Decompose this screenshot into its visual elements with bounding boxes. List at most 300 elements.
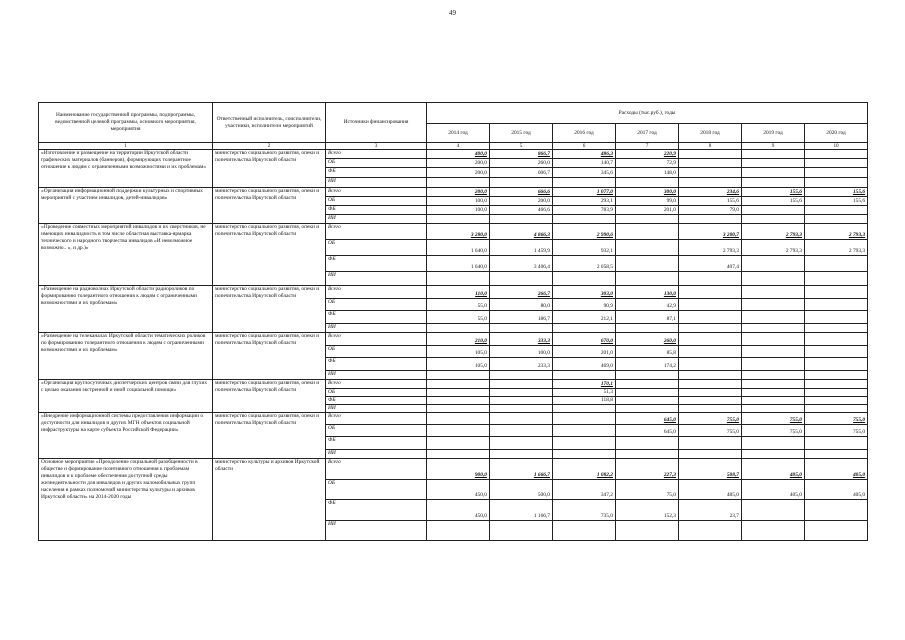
amount-cell xyxy=(490,450,553,459)
amount-cell xyxy=(742,333,805,346)
amount-cell xyxy=(427,389,490,397)
amount-cell: 485,0 xyxy=(679,480,742,500)
amount-cell xyxy=(490,389,553,397)
amount-cell xyxy=(805,437,868,450)
funding-source-cell: ОБ xyxy=(326,480,427,500)
amount-cell: 186,7 xyxy=(490,311,553,324)
amount-cell: 735,0 xyxy=(553,500,616,521)
amount-cell xyxy=(805,299,868,311)
amount-cell xyxy=(805,521,868,541)
header-year: 2016 год xyxy=(553,124,616,143)
amount-cell xyxy=(427,324,490,333)
amount-cell xyxy=(679,150,742,159)
amount-cell xyxy=(616,437,679,450)
funding-source-cell: ФБ xyxy=(326,168,427,178)
amount-cell xyxy=(742,358,805,371)
funding-source-cell: ФБ xyxy=(326,206,427,215)
amount-cell xyxy=(805,450,868,459)
amount-cell: 23,7 xyxy=(679,500,742,521)
amount-cell xyxy=(616,272,679,286)
amount-cell xyxy=(427,521,490,541)
funding-source-cell: ОБ xyxy=(326,389,427,397)
amount-cell: 100,0 xyxy=(427,206,490,215)
amount-cell xyxy=(742,389,805,397)
amount-cell xyxy=(427,272,490,286)
funding-source-cell: Всего xyxy=(326,333,427,346)
amount-cell: 1 640,0 xyxy=(427,240,490,256)
amount-cell xyxy=(742,215,805,224)
executor-cell: министерство социального развития, опеки и попечительства Иркутской области xyxy=(213,333,326,380)
amount-cell xyxy=(427,178,490,188)
table-row xyxy=(39,188,868,197)
amount-cell xyxy=(490,272,553,286)
amount-cell: 407,4 xyxy=(679,256,742,272)
amount-cell: 79,0 xyxy=(679,206,742,215)
funding-source-cell: Всего xyxy=(326,286,427,299)
amount-cell xyxy=(490,324,553,333)
amount-cell: 303,0 xyxy=(553,286,616,299)
executor-cell: министерство социального развития, опеки и попечительства Иркутской области xyxy=(213,380,326,413)
amount-cell: 4 866,3 xyxy=(490,224,553,240)
amount-cell xyxy=(490,215,553,224)
header-year: 2020 год xyxy=(805,124,868,143)
amount-cell: 645,0 xyxy=(616,413,679,425)
amount-cell: 783,9 xyxy=(553,206,616,215)
amount-cell xyxy=(490,413,553,425)
amount-cell xyxy=(805,215,868,224)
header-year: 2015 год xyxy=(490,124,553,143)
amount-cell: 174,2 xyxy=(616,358,679,371)
amount-cell: 1 077,0 xyxy=(553,188,616,197)
amount-cell: 155,6 xyxy=(742,197,805,206)
amount-cell xyxy=(805,168,868,178)
amount-cell xyxy=(805,159,868,168)
header-year: 2019 год xyxy=(742,124,805,143)
amount-cell xyxy=(742,150,805,159)
amount-cell xyxy=(490,405,553,413)
funding-source-cell: Всего xyxy=(326,380,427,389)
amount-cell: 755,0 xyxy=(805,413,868,425)
funding-source-cell: Всего xyxy=(326,188,427,197)
amount-cell: 200,0 xyxy=(427,159,490,168)
amount-cell xyxy=(679,311,742,324)
program-name-cell: «Размещение на радиоволнах Иркутской области радиороликов по формированию толерантного отношения к людям с ограниченными возможностями и их проблемам» xyxy=(39,286,213,333)
amount-cell xyxy=(679,371,742,380)
header-year: 2017 год xyxy=(616,124,679,143)
program-name-cell: Основное мероприятие «Преодоление социальной разобщенности в обществе и формирование позитивного отношения к проблемам инвалидов и к проблеме обеспечения доступной среды жизнедеятельности для инвалидов и других маломобильных групп населения в рамках полномочий министерства культуры и архивов Иркутской области» на 2014-2020 годы xyxy=(39,459,213,541)
amount-cell xyxy=(427,397,490,405)
amount-cell: 233,3 xyxy=(490,358,553,371)
amount-cell: 200,0 xyxy=(427,168,490,178)
program-name-cell: «Проведение совместных мероприятий инвалидов и их сверстников, не имеющих инвалидность в том числе областная выставка-ярмарка технического и народного творчества инвалидов «И невозможное возможно.. », и др.)» xyxy=(39,224,213,286)
amount-cell xyxy=(742,371,805,380)
amount-cell: 100,0 xyxy=(427,197,490,206)
header-year: 2018 год xyxy=(679,124,742,143)
funding-source-cell: ИИ xyxy=(326,521,427,541)
amount-cell xyxy=(805,206,868,215)
amount-cell xyxy=(427,405,490,413)
amount-cell xyxy=(616,450,679,459)
table-row xyxy=(39,459,868,480)
amount-cell: 405,0 xyxy=(805,480,868,500)
funding-source-cell: Всего xyxy=(326,459,427,480)
amount-cell xyxy=(553,437,616,450)
amount-cell: 755,0 xyxy=(679,425,742,437)
column-number: 3 xyxy=(326,143,427,150)
amount-cell: 201,0 xyxy=(553,346,616,358)
executor-cell: министерство культуры и архивов Иркутской области xyxy=(213,459,326,541)
funding-source-cell: ИИ xyxy=(326,215,427,224)
column-number: 4 xyxy=(427,143,490,150)
program-name-cell: «Изготовление и размещение на территории Иркутской области графических материалов (баннеров), формирующих толерантное отношение к людям с ограниченными возможностями и их проблемам» xyxy=(39,150,213,188)
header-expenses: Расходы (тыс.руб.), годы xyxy=(427,103,868,124)
amount-cell: 932,1 xyxy=(553,240,616,256)
amount-cell xyxy=(742,500,805,521)
executor-cell: министерство социального развития, опеки и попечительства Иркутской области xyxy=(213,286,326,333)
amount-cell xyxy=(679,380,742,389)
amount-cell xyxy=(742,178,805,188)
amount-cell xyxy=(427,380,490,389)
header-program: Наименование государственной программы, подпрограммы, ведомственной целевой программы, основного мероприятия, мероприятия xyxy=(39,103,213,143)
amount-cell: 1 166,7 xyxy=(490,500,553,521)
amount-cell: 55,0 xyxy=(427,311,490,324)
amount-cell xyxy=(805,150,868,159)
column-number: 10 xyxy=(805,143,868,150)
amount-cell: 155,6 xyxy=(742,188,805,197)
amount-cell: 670,0 xyxy=(553,333,616,346)
amount-cell: 155,6 xyxy=(805,188,868,197)
amount-cell: 100,0 xyxy=(490,346,553,358)
amount-cell xyxy=(679,389,742,397)
amount-cell xyxy=(679,178,742,188)
amount-cell: 405,0 xyxy=(805,459,868,480)
funding-source-cell: ФБ xyxy=(326,500,427,521)
amount-cell xyxy=(805,272,868,286)
amount-cell: 1 459,9 xyxy=(490,240,553,256)
amount-cell: 227,3 xyxy=(616,459,679,480)
amount-cell xyxy=(553,413,616,425)
amount-cell: 450,0 xyxy=(427,500,490,521)
amount-cell xyxy=(490,425,553,437)
amount-cell xyxy=(679,405,742,413)
amount-cell: 2 793,3 xyxy=(742,224,805,240)
amount-cell: 55,0 xyxy=(427,299,490,311)
amount-cell xyxy=(742,324,805,333)
funding-source-cell: ОБ xyxy=(326,299,427,311)
amount-cell xyxy=(805,380,868,389)
amount-cell: 85,8 xyxy=(616,346,679,358)
amount-cell xyxy=(679,437,742,450)
amount-cell: 755,0 xyxy=(742,425,805,437)
amount-cell xyxy=(553,215,616,224)
table-row xyxy=(39,224,868,240)
amount-cell xyxy=(742,206,805,215)
amount-cell xyxy=(616,215,679,224)
amount-cell: 469,0 xyxy=(553,358,616,371)
amount-cell: 755,0 xyxy=(805,425,868,437)
amount-cell: 2 793,3 xyxy=(805,224,868,240)
amount-cell xyxy=(553,178,616,188)
program-name-cell: «Размещение на телеканалах Иркутской области тематических роликов по формированию толерантного отношения к людям с ограниченными возможностями и их проблемам» xyxy=(39,333,213,380)
amount-cell: 210,0 xyxy=(427,333,490,346)
amount-cell xyxy=(490,437,553,450)
amount-cell: 405,0 xyxy=(742,459,805,480)
amount-cell xyxy=(616,256,679,272)
amount-cell xyxy=(679,450,742,459)
amount-cell xyxy=(679,346,742,358)
amount-cell: 755,0 xyxy=(742,413,805,425)
amount-cell xyxy=(616,178,679,188)
funding-source-cell: Всего xyxy=(326,150,427,159)
amount-cell: 105,0 xyxy=(427,358,490,371)
amount-cell: 105,0 xyxy=(427,346,490,358)
amount-cell xyxy=(553,425,616,437)
amount-cell: 666,6 xyxy=(490,188,553,197)
budget-table xyxy=(38,102,868,541)
amount-cell xyxy=(742,256,805,272)
funding-source-cell: ИИ xyxy=(326,178,427,188)
column-number: 5 xyxy=(490,143,553,150)
column-number: 2 xyxy=(213,143,326,150)
amount-cell: 3 280,0 xyxy=(427,224,490,240)
amount-cell xyxy=(742,397,805,405)
amount-cell xyxy=(616,389,679,397)
amount-cell xyxy=(742,286,805,299)
amount-cell xyxy=(679,324,742,333)
amount-cell: 606,7 xyxy=(490,168,553,178)
amount-cell xyxy=(679,299,742,311)
amount-cell: 266,7 xyxy=(490,286,553,299)
amount-cell xyxy=(616,240,679,256)
amount-cell xyxy=(805,397,868,405)
amount-cell xyxy=(742,159,805,168)
amount-cell: 72,9 xyxy=(616,159,679,168)
amount-cell: 90,9 xyxy=(553,299,616,311)
funding-source-cell: Всего xyxy=(326,413,427,425)
amount-cell: 293,1 xyxy=(553,197,616,206)
amount-cell: 466,6 xyxy=(490,206,553,215)
amount-cell xyxy=(679,333,742,346)
executor-cell: министерство социального развития, опеки и попечительства Иркутской области xyxy=(213,413,326,459)
amount-cell: 148,0 xyxy=(616,168,679,178)
amount-cell xyxy=(490,397,553,405)
amount-cell xyxy=(616,397,679,405)
amount-cell: 260,0 xyxy=(490,159,553,168)
amount-cell: 130,0 xyxy=(616,286,679,299)
column-number: 7 xyxy=(616,143,679,150)
amount-cell: 140,7 xyxy=(553,159,616,168)
amount-cell: 3 406,4 xyxy=(490,256,553,272)
amount-cell xyxy=(616,224,679,240)
amount-cell: 508,7 xyxy=(679,459,742,480)
amount-cell xyxy=(427,215,490,224)
amount-cell xyxy=(553,405,616,413)
amount-cell xyxy=(616,405,679,413)
amount-cell: 2 793,3 xyxy=(805,240,868,256)
amount-cell xyxy=(805,358,868,371)
amount-cell xyxy=(427,413,490,425)
amount-cell: 2 058,5 xyxy=(553,256,616,272)
amount-cell xyxy=(679,159,742,168)
amount-cell: 220,9 xyxy=(616,150,679,159)
amount-cell: 42,9 xyxy=(616,299,679,311)
amount-cell: 1 082,2 xyxy=(553,459,616,480)
amount-cell xyxy=(427,425,490,437)
funding-source-cell: ФБ xyxy=(326,397,427,405)
amount-cell xyxy=(553,324,616,333)
funding-source-cell: ИИ xyxy=(326,272,427,286)
amount-cell: 75,0 xyxy=(616,480,679,500)
amount-cell: 51,3 xyxy=(553,389,616,397)
amount-cell xyxy=(805,178,868,188)
amount-cell xyxy=(490,521,553,541)
table-body xyxy=(39,150,868,541)
amount-cell: 645,0 xyxy=(616,425,679,437)
page-number: 49 xyxy=(449,9,456,17)
amount-cell: 2 793,3 xyxy=(679,240,742,256)
amount-cell: 345,6 xyxy=(553,168,616,178)
amount-cell: 347,2 xyxy=(553,480,616,500)
amount-cell: 110,0 xyxy=(427,286,490,299)
amount-cell xyxy=(679,358,742,371)
amount-cell: 260,0 xyxy=(616,333,679,346)
program-name-cell: «Внедрение информационной системы предоставления информации о доступности для инвалидов и других МГН объектов социальной инфраструктуры на карте субъекта Российской Федерации» xyxy=(39,413,213,459)
amount-cell xyxy=(427,450,490,459)
funding-source-cell: ФБ xyxy=(326,358,427,371)
amount-cell: 155,6 xyxy=(679,197,742,206)
amount-cell xyxy=(679,168,742,178)
amount-cell xyxy=(742,299,805,311)
header-year: 2014 год xyxy=(427,124,490,143)
amount-cell xyxy=(553,450,616,459)
executor-cell: министерство социального развития, опеки и попечительства Иркутской области xyxy=(213,224,326,286)
amount-cell xyxy=(553,521,616,541)
funding-source-cell: ОБ xyxy=(326,346,427,358)
amount-cell: 450,0 xyxy=(427,480,490,500)
column-number: 1 xyxy=(39,143,213,150)
column-number: 9 xyxy=(742,143,805,150)
funding-source-cell: Всего xyxy=(326,224,427,240)
column-number: 6 xyxy=(553,143,616,150)
amount-cell: 201,0 xyxy=(616,206,679,215)
amount-cell xyxy=(679,286,742,299)
amount-cell xyxy=(805,371,868,380)
funding-source-cell: ИИ xyxy=(326,450,427,459)
amount-cell xyxy=(805,324,868,333)
amount-cell xyxy=(742,437,805,450)
executor-cell: министерство социального развития, опеки и попечительства Иркутской области xyxy=(213,188,326,224)
amount-cell xyxy=(490,178,553,188)
amount-cell xyxy=(679,215,742,224)
amount-cell xyxy=(679,397,742,405)
funding-source-cell: ФБ xyxy=(326,256,427,272)
amount-cell xyxy=(742,272,805,286)
amount-cell: 400,0 xyxy=(427,150,490,159)
amount-cell: 87,1 xyxy=(616,311,679,324)
amount-cell: 3 200,7 xyxy=(679,224,742,240)
table-row xyxy=(39,150,868,159)
amount-cell: 755,0 xyxy=(679,413,742,425)
amount-cell xyxy=(742,311,805,324)
amount-cell: 212,1 xyxy=(553,311,616,324)
amount-cell xyxy=(616,380,679,389)
amount-cell: 1 640,0 xyxy=(427,256,490,272)
amount-cell: 99,0 xyxy=(616,197,679,206)
amount-cell xyxy=(805,286,868,299)
amount-cell xyxy=(742,168,805,178)
amount-cell: 200,0 xyxy=(427,188,490,197)
amount-cell xyxy=(490,380,553,389)
funding-source-cell: ОБ xyxy=(326,159,427,168)
table-row xyxy=(39,333,868,346)
amount-cell xyxy=(805,311,868,324)
table-row xyxy=(39,286,868,299)
amount-cell xyxy=(553,371,616,380)
amount-cell xyxy=(553,272,616,286)
amount-cell xyxy=(742,346,805,358)
column-number: 8 xyxy=(679,143,742,150)
amount-cell xyxy=(679,272,742,286)
funding-source-cell: ОБ xyxy=(326,197,427,206)
amount-cell xyxy=(427,437,490,450)
amount-cell: 2 793,3 xyxy=(742,240,805,256)
funding-source-cell: ИИ xyxy=(326,405,427,413)
amount-cell xyxy=(616,324,679,333)
funding-source-cell: ОБ xyxy=(326,240,427,256)
amount-cell xyxy=(805,333,868,346)
amount-cell xyxy=(805,405,868,413)
funding-source-cell: ФБ xyxy=(326,311,427,324)
table-row xyxy=(39,413,868,425)
amount-cell xyxy=(616,521,679,541)
amount-cell: 1 666,7 xyxy=(490,459,553,480)
funding-source-cell: ИИ xyxy=(326,371,427,380)
header-executor: Ответственный исполнитель, соисполнители, участники, исполнители мероприятий xyxy=(213,103,326,143)
amount-cell: 200,0 xyxy=(490,197,553,206)
amount-cell xyxy=(427,371,490,380)
amount-cell: 152,3 xyxy=(616,500,679,521)
amount-cell: 486,3 xyxy=(553,150,616,159)
amount-cell xyxy=(679,521,742,541)
amount-cell: 333,3 xyxy=(490,333,553,346)
amount-cell: 118,8 xyxy=(553,397,616,405)
amount-cell xyxy=(805,389,868,397)
amount-cell: 866,7 xyxy=(490,150,553,159)
amount-cell xyxy=(742,521,805,541)
amount-cell xyxy=(742,450,805,459)
amount-cell: 155,6 xyxy=(805,197,868,206)
amount-cell xyxy=(616,371,679,380)
header-source: Источники финансирования xyxy=(326,103,427,143)
amount-cell: 405,0 xyxy=(742,480,805,500)
table-row xyxy=(39,380,868,389)
funding-source-cell: ОБ xyxy=(326,425,427,437)
amount-cell xyxy=(805,500,868,521)
amount-cell xyxy=(805,256,868,272)
amount-cell xyxy=(490,371,553,380)
program-name-cell: «Организация круглосуточных диспетчерских центров связи для глухих с целью оказания экстренной и иной социальной помощи» xyxy=(39,380,213,413)
amount-cell: 900,0 xyxy=(427,459,490,480)
amount-cell xyxy=(805,346,868,358)
amount-cell: 500,0 xyxy=(490,480,553,500)
amount-cell xyxy=(742,380,805,389)
executor-cell: министерство социального развития, опеки и попечительства Иркутской области xyxy=(213,150,326,188)
amount-cell: 300,0 xyxy=(616,188,679,197)
funding-source-cell: ФБ xyxy=(326,437,427,450)
amount-cell: 234,6 xyxy=(679,188,742,197)
amount-cell: 2 990,6 xyxy=(553,224,616,240)
amount-cell: 170,1 xyxy=(553,380,616,389)
